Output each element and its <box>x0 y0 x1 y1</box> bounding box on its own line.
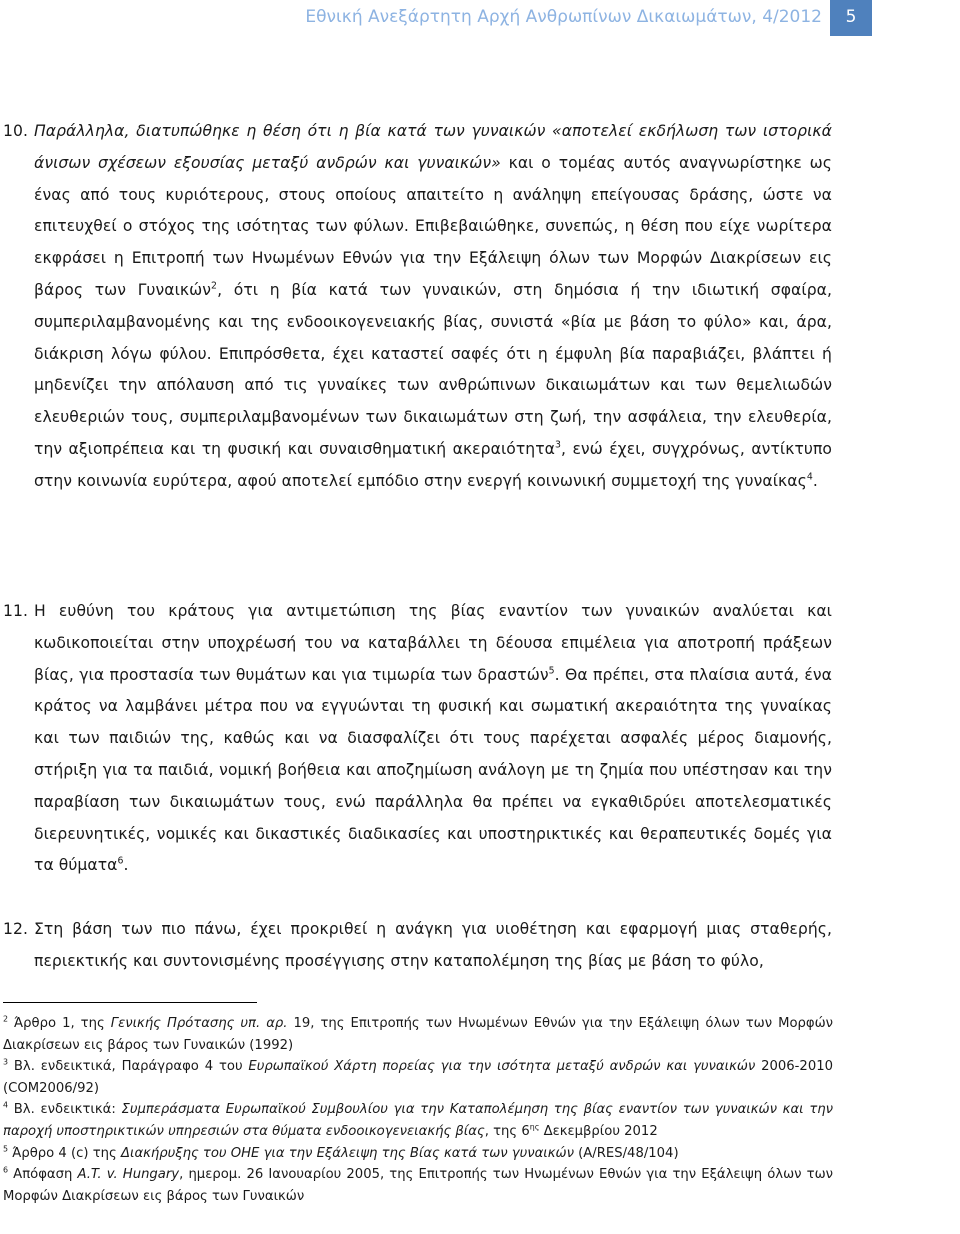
footnote-text: Απόφαση <box>8 1167 78 1183</box>
footnote-mark: 2 <box>3 1014 9 1024</box>
paragraph-number: 11. <box>3 602 28 620</box>
footnote-text: 2006-2010 (COM2006/92) <box>3 1059 833 1096</box>
paragraph-number: 10. <box>3 122 28 140</box>
footnote-text: 19, της Επιτροπής των Ηνωμένων Εθνών για την Εξάλειψη όλων των Μορφών Διακρίσεων εις βάρος των Γυναικών (1992) <box>3 1016 834 1053</box>
footnote-text-italic: Διακήρυξης του ΟΗΕ για την Εξάλειψη της Βίας κατά των γυναικών <box>120 1145 574 1161</box>
footnote-text: Άρθρο 1, της <box>8 1016 111 1031</box>
footnote-5 <box>3 1143 833 1165</box>
footnote-divider <box>3 1002 257 1003</box>
paragraph-text: και ο τομέας αυτός αναγνωρίστηκε ως ένας από τους κυριότερους, στους οποίους απαιτείτο η ανάληψη επείγουσας δράσης, ώστε να επιτευχθεί ο στόχος της ισότητας των φύλων. Επιβεβαιώθηκε, συνεπώς, η θέση που είχε νωρίτερα εκφράσει η Επιτροπή των Ηνωμένων Εθνών για την Εξάλειψη όλων των Μορφών Διακρίσεων εις βάρος των Γυναικών <box>34 153 832 299</box>
paragraph-12 <box>3 914 832 978</box>
footnote-text-italic: Συμπεράσματα Ευρωπαϊκού Συμβουλίου για την Καταπολέμηση της βίας εναντίον των γυναικών και την παροχή υποστηρικτικών υπηρεσιών στα θύματα ενδοοικογενειακής βίας <box>3 1102 833 1139</box>
footnote-text-italic: A.T. v. Hungary <box>77 1167 180 1183</box>
paragraph-text: Στη βάση των πιο πάνω, έχει προκριθεί η ανάγκη για υιοθέτηση και εφαρμογή μιας σταθερής, περιεκτικής και συντονισμένης προσέγγισης στην καταπολέμηση της βίας με βάση το φύλο, <box>34 920 832 970</box>
footnote-4 <box>3 1099 833 1142</box>
footnote-text: , ημερομ. 26 Ιανουαρίου 2005, της Επιτροπής των Ηνωμένων Εθνών για την Εξάλειψη όλων των Μορφών Διακρίσεων εις βάρος των Γυναικών <box>3 1167 833 1204</box>
footnote-mark: 4 <box>3 1100 9 1110</box>
footnote-text: (A/RES/48/104) <box>573 1145 679 1161</box>
footnote-ref[interactable]: 5 <box>548 665 555 677</box>
footnote-text-italic: Ευρωπαϊκού Χάρτη πορείας για την ισότητα μεταξύ ανδρών και γυναικών <box>248 1059 756 1075</box>
footnote-3 <box>3 1056 833 1099</box>
footnote-ref[interactable]: 6 <box>117 855 124 867</box>
footnote-mark: 6 <box>3 1165 9 1175</box>
paragraph-text: , ότι η βία κατά των γυναικών, στη δημόσια ή την ιδιωτική σφαίρα, συμπεριλαμβανομένης και της ενδοοικογενειακής βίας, συνιστά «βία με βάση το φύλο» και, άρα, διάκριση λόγω φύλου. Επιπρόσθετα, έχει καταστεί σαφές ότι η έμφυλη βία παραβιάζει, βλάπτει ή μηδενίζει την απόλαυση από τις γυναίκες των ανθρώπινων δικαιωμάτων και των θεμελιωδών ελευθεριών τους, συμπεριλαμβανομένων των δικαιωμάτων στη ζωή, την ασφάλεια, την ελευθερία, την αξιοπρέπεια και τη φυσική και συναισθηματική ακεραιότητα <box>34 280 833 458</box>
footnote-text-italic: Γενικής Πρότασης υπ. αρ. <box>110 1016 288 1031</box>
paragraph-text: Η ευθύνη του κράτους για αντιμετώπιση της βίας εναντίον των γυναικών αναλύεται και κωδικοποιείται στην υποχρέωσή του να καταβάλλει τη δέουσα επιμέλεια για αποτροπή πράξεων βίας, για προστασία των θυμάτων και για τιμωρία των δραστών <box>34 602 832 684</box>
footnote-ref[interactable]: 4 <box>806 471 813 483</box>
footnote-text: Δεκεμβρίου 2012 <box>539 1123 658 1139</box>
paragraph-text: , ενώ έχει, συγχρόνως, αντίκτυπο στην κοινωνία ευρύτερα, αφού αποτελεί εμπόδιο στην ενεργή κοινωνική συμμετοχή της γυναίκας <box>34 439 832 490</box>
footnote-text: Άρθρο 4 (c) της <box>8 1145 121 1161</box>
footnote-mark: 3 <box>3 1057 9 1067</box>
footnotes <box>3 1013 833 1207</box>
paragraph-text: . <box>812 471 818 490</box>
paragraph-11 <box>3 596 832 882</box>
footnote-mark: 5 <box>3 1144 9 1154</box>
paragraph-text: . <box>123 856 129 875</box>
paragraph-number: 12. <box>3 920 28 938</box>
header-title: Εθνική Ανεξάρτητη Αρχή Ανθρωπίνων Δικαιωμάτων, 4/2012 <box>305 7 822 27</box>
page-header <box>0 0 960 36</box>
paragraph-text-quote: Παράλληλα, διατυπώθηκε η θέση ότι η βία κατά των γυναικών «αποτελεί εκδήλωση των ιστορικά άνισων σχέσεων εξουσίας μεταξύ ανδρών και γυναικών» <box>34 122 832 172</box>
footnote-superscript: ης <box>529 1122 540 1132</box>
footnote-text: , της 6 <box>484 1123 530 1139</box>
footnote-text: Βλ. ενδεικτικά: <box>8 1102 122 1118</box>
paragraph-text: . Θα πρέπει, στα πλαίσια αυτά, ένα κράτος να λαμβάνει μέτρα που να εγγυώνται τη φυσική και σωματική ακεραιότητα της γυναίκας και των παιδιών της, καθώς και να διασφαλίζει ότι τους παρέχεται ασφαλές μέρος διαμονής, στήριξη για τα παιδιά, νομική βοήθεια και αποζημίωση ανάλογη με τη ζημία που υπέστησαν και την παραβίαση των δικαιωμάτων τους, ενώ παράλληλα θα πρέπει να εγκαθιδρύει αποτελεσματικές διερευνητικές, νομικές και δικαστικές διαδικασίες και υποστηρικτικές και θεραπευτικές δομές για τα θύματα <box>34 665 832 875</box>
footnote-text: Βλ. ενδεικτικά, Παράγραφο 4 του <box>8 1059 249 1075</box>
footnote-ref[interactable]: 2 <box>211 280 218 292</box>
footnote-ref[interactable]: 3 <box>555 439 562 451</box>
footnote-2 <box>3 1013 833 1056</box>
paragraph-10 <box>3 116 833 498</box>
page-number-badge: 5 <box>830 0 872 36</box>
footnote-6 <box>3 1164 833 1207</box>
